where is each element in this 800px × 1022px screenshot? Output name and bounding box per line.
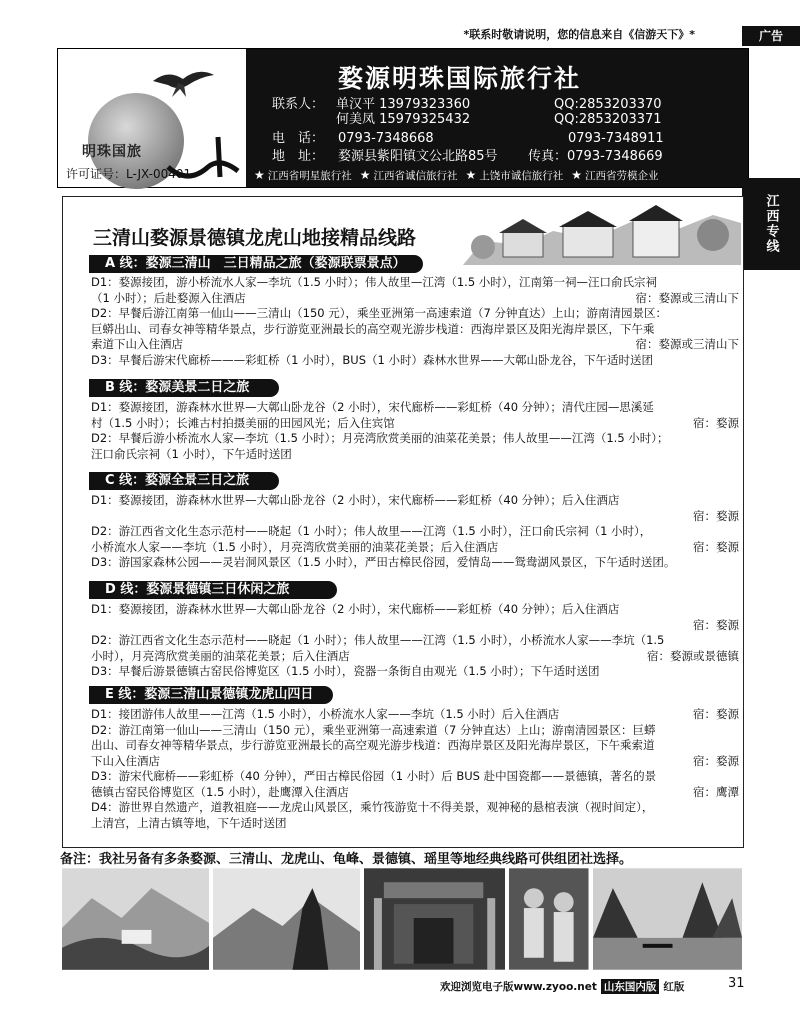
route-header: A 线：婺源三清山 三日精品之旅（婺源联票景点） — [89, 255, 423, 273]
routes-panel — [62, 196, 744, 848]
agency-name: 婺源明珠国际旅行社 — [338, 64, 582, 93]
route-header: D 线：婺源景德镇三日休闲之旅 — [89, 581, 337, 599]
itinerary-line — [91, 291, 739, 307]
photo-mountain-village — [62, 868, 209, 970]
star-icon: ★ — [465, 168, 477, 182]
lodging-text: 宿：婺源或三清山下 — [635, 337, 739, 351]
lodging-text: 宿：婺源 — [693, 707, 739, 721]
remark: 备注：我社另备有多条婺源、三清山、龙虎山、龟峰、景德镇、瑶里等地经典线路可供组团社选择。 — [60, 852, 633, 867]
itinerary-line — [91, 416, 739, 432]
itinerary-text: 索道下山入住酒店 — [91, 337, 183, 351]
edition-tag: 红版 — [663, 980, 685, 993]
qq-2: QQ:2853203371 — [554, 112, 662, 127]
edition-label: 山东国内版 — [601, 979, 660, 994]
itinerary-line — [91, 754, 739, 770]
phone-label: 电 话： — [272, 131, 325, 146]
main-title: 三清山婺源景德镇龙虎山地接精品线路 — [93, 227, 417, 249]
qq-1: QQ:2853203370 — [554, 97, 662, 112]
itinerary-line — [91, 800, 739, 816]
side-tab-jiangxi: 江西专线 — [742, 178, 800, 270]
photo-longhu-river — [593, 868, 742, 970]
route-header: C 线：婺源全景三日之旅 — [89, 472, 279, 490]
itinerary-text: D3：游国家森林公园——灵岩洞风景区（1.5 小时），严田古樟民俗园，爱情岛——鸳鸯湖风景区，下午适时送团。 — [91, 555, 676, 569]
honor-badges — [254, 167, 744, 183]
itinerary-line — [91, 816, 739, 832]
logo-text: 明珠国旅 — [82, 144, 142, 160]
lodging-text: 宿：婺源 — [693, 415, 739, 430]
lodging-text: 宿：婺源 — [693, 508, 739, 523]
source-notice: *联系时敬请说明，您的信息来自《信游天下》* — [463, 28, 695, 41]
badge: ★ 江西省劳模企业 — [571, 168, 659, 182]
itinerary-line — [91, 353, 739, 369]
lodging-text: 宿：鹰潭 — [693, 784, 739, 799]
website-text: 欢迎浏览电子版www.zyoo.net — [440, 980, 597, 993]
itinerary-text: D1：接团游伟人故里——江湾（1.5 小时），小桥流水人家——李坑（1.5 小时）后入住酒店 — [91, 707, 560, 721]
photo-strip — [62, 868, 742, 970]
itinerary-text: D2：早餐后游江南第一仙山——三清山（150 元），乘坐亚洲第一高速索道（7 分钟直达）上山；游南清园景区： — [91, 306, 667, 320]
itinerary-text: 村（1.5 小时）；长滩古村拍摄美丽的田园风光；后入住宾馆 — [91, 415, 395, 430]
contact-1: 单汉平 13979323360 — [336, 97, 471, 112]
itinerary-text: D1：婺源接团，游小桥流水人家—李坑（1.5 小时）；伟人故里—江湾（1.5 小时），江南第一祠—汪口俞氏宗祠 — [91, 275, 658, 289]
itinerary-text: 上清宫，上清古镇等地，下午适时送团 — [91, 815, 287, 830]
itinerary-text: 小桥流水人家——李坑（1.5 小时），月亮湾欣赏美丽的油菜花美景；后入住酒店 — [91, 539, 499, 554]
itinerary-line — [91, 540, 739, 556]
itinerary-text: D2：游江西省文化生态示范村——晓起（1 小时）；伟人故里——江湾（1.5 小时），小桥流水人家——李坑（1.5 — [91, 633, 665, 647]
itinerary-line — [91, 431, 739, 447]
photo-sanqing-peak — [213, 868, 360, 970]
itinerary-line — [91, 524, 739, 540]
itinerary-line — [91, 707, 739, 723]
itinerary-text: D1：婺源接团，游森林水世界—大鄣山卧龙谷（2 小时），宋代廊桥——彩虹桥（40 分钟）；清代庄园—思溪延 — [91, 400, 654, 414]
photo-performers — [509, 868, 589, 970]
address: 婺源县紫阳镇文公北路85号 — [338, 149, 498, 164]
contact-2: 何美凤 15979325432 — [336, 112, 471, 127]
itinerary-line — [91, 400, 739, 416]
address-label: 地 址： — [272, 149, 325, 164]
route-header: E 线：婺源三清山景德镇龙虎山四日 — [89, 686, 333, 704]
fax: 传真：0793-7348669 — [528, 149, 663, 164]
itinerary-text: D3：游宋代廊桥——彩虹桥（40 分钟），严田古樟民俗园（1 小时）后 BUS 赴中国瓷都——景德镇，著名的景 — [91, 769, 657, 783]
itinerary-line — [91, 723, 739, 739]
itinerary-line — [91, 769, 739, 785]
bird-logo-icon — [148, 61, 218, 101]
itinerary-line — [91, 447, 739, 463]
page-number: 31 — [728, 976, 745, 991]
itinerary-text: D1：婺源接团，游森林水世界—大鄣山卧龙谷（2 小时），宋代廊桥——彩虹桥（40 分钟）；后入住酒店 — [91, 602, 620, 616]
star-icon: ★ — [359, 168, 371, 182]
logo-area — [58, 49, 246, 187]
itinerary-line — [91, 664, 739, 680]
badge: ★ 上饶市诚信旅行社 — [465, 168, 564, 182]
itinerary-text: D1：婺源接团，游森林水世界—大鄣山卧龙谷（2 小时），宋代廊桥——彩虹桥（40 分钟）；后入住酒店 — [91, 493, 620, 507]
footer — [440, 978, 684, 994]
itinerary-text: D2：游江南第一仙山——三清山（150 元），乘坐亚洲第一高速索道（7 分钟直达）上山；游南清园景区：巨蟒 — [91, 722, 656, 737]
itinerary-line — [91, 493, 739, 509]
itinerary-text: D3：早餐后游景德镇古窑民俗博览区（1.5 小时），瓷器一条街自由观光（1.5 小时）；下午适时送团 — [91, 664, 600, 678]
itinerary-line — [91, 602, 739, 618]
itinerary-text: 出山、司春女神等精华景点，步行游览亚洲最长的高空观光游步栈道：西海岸景区及阳光海岸景区，下午乘索道 — [91, 738, 655, 752]
itinerary-text: 德镇古窑民俗博览区（1.5 小时），赴鹰潭入住酒店 — [91, 784, 349, 799]
itinerary-text: 巨蟒出山、司春女神等精华景点，步行游览亚洲最长的高空观光游步栈道：西海岸景区及阳光海岸景区，下午乘 — [91, 321, 655, 336]
lodging-text: 宿：婺源或三清山下 — [635, 290, 739, 305]
itinerary-text: D3：早餐后游宋代廊桥———彩虹桥（1 小时），BUS（1 小时）森林水世界——大鄣山卧龙谷，下午适时送团 — [91, 352, 653, 367]
badge: ★ 江西省诚信旅行社 — [359, 168, 458, 182]
itinerary-line — [91, 337, 739, 353]
phone: 0793-7348668 — [338, 131, 434, 146]
itinerary-text: 汪口俞氏宗祠（1 小时），下午适时送团 — [91, 446, 292, 461]
itinerary-text: 小时），月亮湾欣赏美丽的油菜花美景；后入住酒店 — [91, 648, 350, 663]
agency-header — [57, 48, 749, 188]
contact-label: 联系人： — [272, 97, 325, 112]
lodging-text: 宿：婺源 — [693, 753, 739, 768]
photo-ancestral-hall — [364, 868, 505, 970]
star-icon: ★ — [254, 168, 265, 182]
ad-label: 广告 — [742, 26, 800, 46]
badge: ★ 江西省明星旅行社 — [254, 168, 352, 182]
itinerary-line — [91, 555, 739, 571]
itinerary-text: （1 小时）；后赴婺源入住酒店 — [91, 290, 246, 305]
lodging-text: 宿：婺源或景德镇 — [647, 648, 739, 663]
itinerary-text: D2：游江西省文化生态示范村——晓起（1 小时）；伟人故里——江湾（1.5 小时），汪口俞氏宗祠（1 小时）， — [91, 524, 652, 538]
itinerary-text: 下山入住酒店 — [91, 753, 160, 768]
itinerary-text: D4：游世界自然遗产，道教祖庭——龙虎山风景区，乘竹筏游览十不得美景，观神秘的悬棺表演（视时间定）， — [91, 800, 654, 814]
lodging-text: 宿：婺源 — [693, 617, 739, 632]
itinerary-line — [91, 306, 739, 322]
phone-2: 0793-7348911 — [568, 131, 664, 146]
lodging-text: 宿：婺源 — [693, 539, 739, 554]
itinerary-line — [91, 738, 739, 754]
itinerary-line — [91, 275, 739, 291]
itinerary-line — [91, 649, 739, 665]
village-image — [463, 201, 741, 265]
itinerary-line — [91, 322, 739, 338]
license-number: 许可证号：L-JX-00401 — [66, 167, 192, 181]
itinerary-line — [91, 633, 739, 649]
itinerary-line — [91, 785, 739, 801]
star-icon: ★ — [571, 168, 583, 182]
route-header: B 线：婺源美景二日之旅 — [89, 379, 279, 397]
top-bar — [0, 28, 800, 42]
itinerary-text: D2：早餐后游小桥流水人家—李坑（1.5 小时）；月亮湾欣赏美丽的油菜花美景；伟人故里——江湾（1.5 小时）； — [91, 431, 669, 445]
